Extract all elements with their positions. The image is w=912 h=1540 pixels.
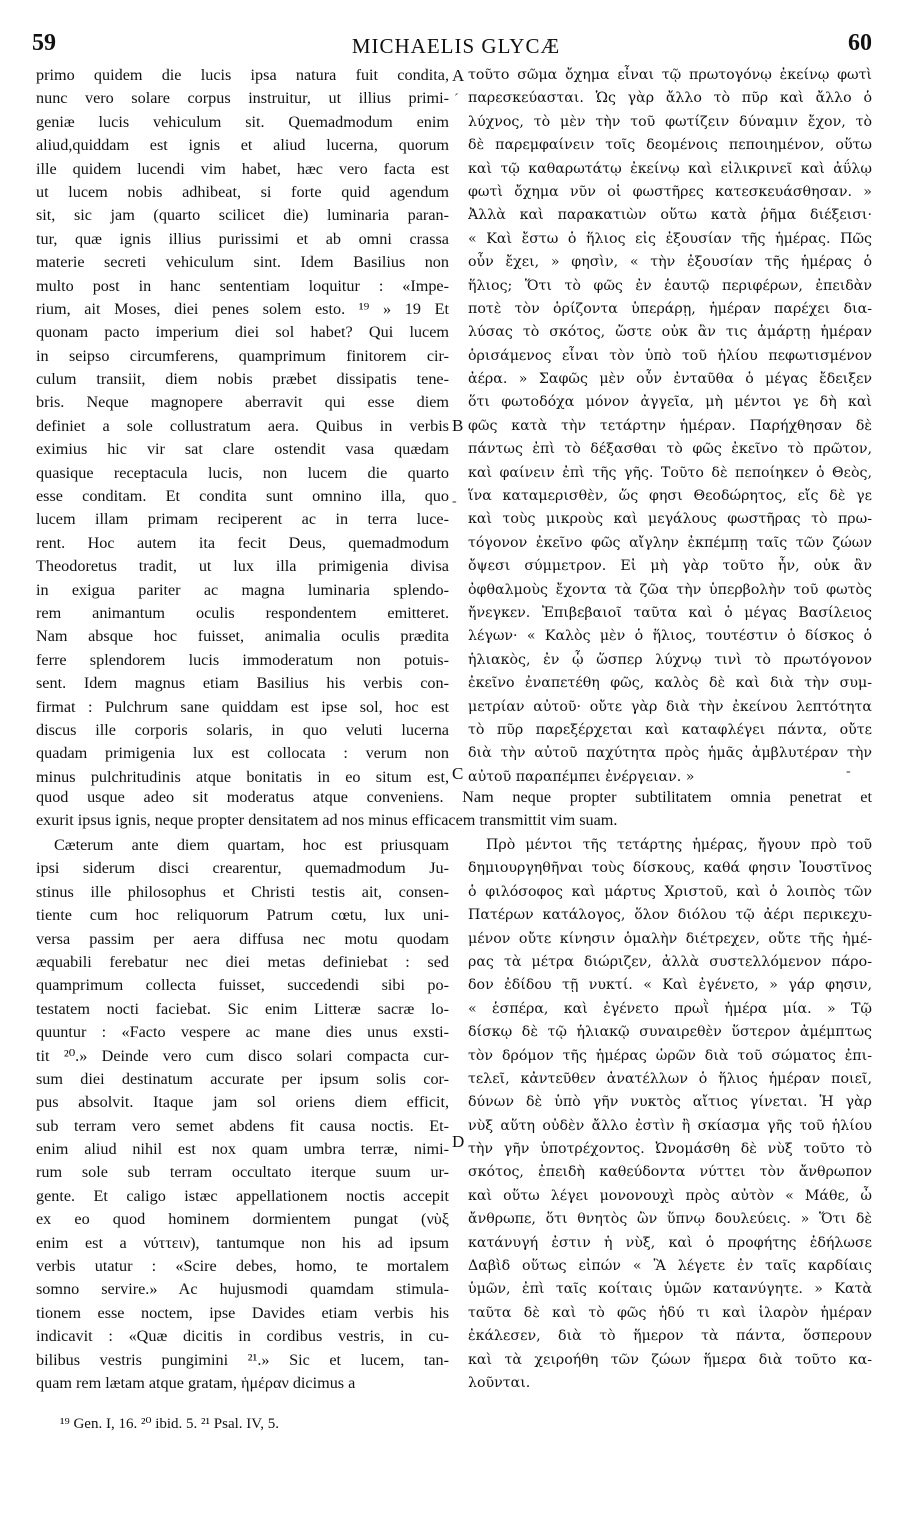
text-line: καὶ τὰ χειροήθη τῶν ζώων ἥμερα διὰ τοῦτο κα-: [468, 1351, 872, 1368]
text-line: indicavit : «Quæ dicitis in cordibus vestris, in cu-: [36, 1327, 449, 1346]
text-line: ταῦτα δὲ καὶ τὸ φῶς ἡδύ τι καὶ ἱλαρὸν ἡμέραν: [468, 1304, 872, 1321]
text-line: τοῦτο σῶμα ὄχημα εἶναι τῷ πρωτογόνῳ ἐκείνῳ φωτὶ: [468, 67, 872, 83]
text-line: enim est a νύττειν), tantumque non his ad ipsum: [36, 1233, 449, 1252]
text-line: ὄψεσι σύμμετρον. Εἰ μὴ γὰρ τοῦτο ἦν, οὐκ ἂν: [468, 558, 872, 575]
text-line: ille quidem lucendi vim habet, hæc vero facta est: [36, 159, 449, 178]
text-line: quamprimum collecta fuisset, succedendi sibi po-: [36, 976, 449, 995]
text-line: esse conditam. Et condita sunt omnino illa, quo: [36, 487, 449, 506]
text-line: enim aliud nihil est nox quam umbra terræ, nimi-: [36, 1140, 449, 1159]
text-line: aliud,quiddam est ignis et aliud lucerna, quorum: [36, 136, 449, 155]
text-line: Theodoretus tradit, ut lux illa primigenia divisa: [36, 557, 449, 576]
text-line: Δαβὶδ οὕτως εἰπών « Ἃ λέγετε ἐν ταῖς καρδίαις: [468, 1258, 872, 1275]
text-line: nunc vero solare corpus instruitur, ut illius primi-: [36, 89, 449, 108]
text-line: lucem illam primam reciperent ac in terra luce-: [36, 510, 449, 529]
text-line: stinus ille philosophus et Christi testis ait, consen-: [36, 882, 449, 901]
text-line: rent. Hoc autem ita fecit Deus, quemadmodum: [36, 533, 449, 552]
text-line: quonam pacto imperium diei sol habet? Qui lucem: [36, 323, 449, 342]
margin-tick: -: [846, 764, 851, 779]
text-line: bris. Neque magnopere aberravit qui esse diem: [36, 393, 449, 412]
text-line: versa passim per aera diffusa nec motu quodam: [36, 929, 449, 948]
text-line: tionem esse noctem, ipse Davides etiam verbis his: [36, 1303, 449, 1322]
text-line: ὀφθαλμοὺς ἔχοντα τὰ ζῶα τὴν ὑπερβολὴν τοῦ φωτὸς: [468, 581, 872, 598]
text-line: « ἑσπέρα, καὶ ἐγένετο πρωῒ ἡμέρα μία. » Τῷ: [468, 1000, 872, 1017]
text-line: in seipso circumferens, quamprimum finitorem cir-: [36, 346, 449, 365]
text-line: καὶ τοὺς μικροὺς καὶ μεγάλους φωστῆρας τὸ πρω-: [468, 511, 872, 528]
running-title: MICHAELIS GLYCÆ: [351, 34, 561, 58]
margin-marker-d: D: [452, 1132, 465, 1151]
text-line: πάντως ἐπὶ τὸ δέξασθαι τὸ φῶς ἐκεῖνο τὸ πρῶτον,: [468, 441, 872, 458]
text-line: culum transiit, diem nobis præbet dissipatis tene-: [36, 370, 449, 389]
text-line: materie secreti vehiculum sint. Idem Basilius non: [36, 253, 449, 272]
text-line: σκότος, ἐπειδὴ καθεύδοντα νύττει τὸν ἄνθρωπον: [468, 1164, 872, 1181]
text-line: καὶ τῷ καθαρωτάτῳ ἐκείνῳ καὶ εἰλικρινεῖ καὶ ἀΰλῳ: [468, 160, 872, 177]
text-line: sit, sic jam (quarto scilicet die) luminaria paran-: [36, 206, 449, 225]
text-line: geniæ lucis vehiculum sit. Quemadmodum enim: [36, 112, 449, 131]
text-line: δίσκῳ δὲ τῷ ἡλιακῷ συναιρεθὲν ὕστερον ἀμέμπτως: [468, 1024, 872, 1041]
text-line: ἥλιος; Ὅτι τὸ φῶς ἐν ἑαυτῷ περιφέρων, ἐπειδὰν: [468, 277, 872, 294]
text-line: eximius hic vir sat clare ostendit vasa quædam: [36, 440, 449, 459]
text-line: primo quidem die lucis ipsa natura fuit condita,: [36, 66, 449, 84]
latin-column-top: [36, 64, 449, 789]
text-line: αὐτοῦ παραπέμπει ἐνέργειαν. »: [468, 768, 695, 785]
text-line: ἡλιακὸς, ἐν ᾧ ὥσπερ λύχνῳ τινὶ τὸ πρωτόγονον: [468, 651, 872, 668]
text-line: pus absolvit. Itaque jam sol oriens diem efficit,: [36, 1093, 449, 1112]
text-line: ὅτι φωτοδόχα μόνον ἀγγεῖα, μὴ μέντοι γε δὴ καὶ: [468, 394, 872, 411]
text-line: μένον οὔτε κίνησιν ὁμαλὴν διέτρεχεν, οὔτε τῆς ἡμέ-: [468, 930, 872, 947]
text-line: ἐκεῖνο ἐναπετέθη φῶς, καλὸς δὲ καὶ διὰ τὴν συμ-: [468, 675, 872, 692]
text-line: Πατέρων κατάλογος, ὅλον διόλου τῷ ἀέρι περικεχυ-: [468, 907, 872, 924]
text-line: τὴν γῆν ὑποτρέχοντος. Ὠνομάσθη δὲ νὺξ τοῦτο τὸ: [468, 1141, 872, 1158]
text-line: λοῦνται.: [468, 1374, 531, 1391]
text-line: ex eo quod hominem dormientem pungat (νὺξ: [36, 1210, 449, 1229]
page-number-right: 60: [848, 30, 872, 56]
text-line: τελεῖ, κἀντεῦθεν ἀνατέλλων ὁ ἥλιος ἡμέραν ποιεῖ,: [468, 1070, 872, 1087]
text-line: quod usque adeo sit moderatus atque conveniens. Nam neque propter subtilitatem omnia penetrat et: [36, 788, 872, 806]
text-line: rem animantum oculis respondentem emitteret.: [36, 603, 449, 622]
text-line: « Καὶ ἔστω ὁ ἥλιος εἰς ἐξουσίαν τῆς ἡμέρας. Πῶς: [468, 230, 872, 247]
full-width-latin-lines: [36, 786, 872, 833]
text-line: somno servire.» Ac hujusmodi quamdam stimula-: [36, 1280, 449, 1299]
text-line: sum diei destinatum accurate per ipsum solis cor-: [36, 1069, 449, 1088]
margin-tick: -: [452, 494, 457, 509]
text-line: ὁ φιλόσοφος καὶ μάρτυς Χριστοῦ, καὶ ὁ λοιπὸς τῶν: [468, 883, 872, 900]
greek-column-top: [468, 64, 872, 789]
text-line: ρας τὰ μέτρα διώριζεν, ἀλλὰ συστελλόμενον πάρο-: [468, 953, 872, 970]
text-line: ferre splendorem lucis immoderatum non potuis-: [36, 650, 449, 669]
page-header: [0, 30, 912, 66]
text-line: μετρίαν αὐτοῦ· οὔτε γὰρ διὰ τὴν ἐκείνου λεπτότητα: [468, 698, 872, 715]
text-line: φῶς κατὰ τὴν τετάρτην ἡμέραν. Παρήχθησαν δὲ: [468, 417, 872, 434]
text-line: tiente cum hoc reliquorum Patrum cœtu, lux uni-: [36, 906, 449, 925]
text-line: οὖν ἔχει, » φησὶν, « τὴν ἐξουσίαν τῆς ἡμέρας ὁ: [468, 254, 872, 271]
text-line: καὶ φαίνειν ἐπὶ τῆς γῆς. Τοῦτο δὲ πεποίηκεν ὁ Θεὸς,: [468, 464, 872, 481]
text-line: bilibus vestris pungimini ²¹.» Sic et lucem, tan-: [36, 1350, 449, 1369]
text-line: quuntur : «Facto vespere ac mane dies unus exsti-: [36, 1023, 449, 1042]
text-line: sub terram vero semet abdens fit causa noctis. Et-: [36, 1116, 449, 1135]
text-line: ἵνα καταμερισθὲν, ὥς φησι Θεοδώρητος, εἴς δὲ γε: [468, 488, 872, 505]
margin-marker-c: C: [452, 764, 464, 783]
text-line: ποτὲ τὸν ὁρίζοντα ὑπεράρῃ, ἡμέραν παρέχει δια-: [468, 300, 872, 317]
text-line: παρεσκεύασται. Ὡς γὰρ ἄλλο τὸ πῦρ καὶ ἄλλο ὁ: [468, 90, 872, 107]
text-line: verbis utatur : «Scire debes, homo, te mortalem: [36, 1257, 449, 1276]
text-line: Cæterum ante diem quartam, hoc est priusquam: [54, 836, 449, 854]
text-line: rum sole sub terram occultato iterque suum ur-: [36, 1163, 449, 1182]
text-line: δημιουργηθῆναι τοὺς δίσκους, καθά φησιν Ἰουστῖνος: [468, 860, 872, 877]
text-line: testatem nocti faciebat. Sic enim Litteræ sacræ lo-: [36, 999, 449, 1018]
text-line: λύχνος, τὸ μὲν τὴν τοῦ φωτίζειν δύναμιν ἔχον, τὸ: [468, 113, 872, 130]
text-line: κατάνυγή ἐστιν ἡ νὺξ, καὶ ὁ προφήτης ἐδήλωσε: [468, 1234, 872, 1251]
text-line: tit ²⁰.» Deinde vero cum disco solari compacta cur-: [36, 1046, 449, 1065]
text-line: sent. Idem magnus etiam Basilius his verbis con-: [36, 674, 449, 693]
footnotes: ¹⁹ Gen. I, 16. ²⁰ ibid. 5. ²¹ Psal. IV, 5.: [60, 1416, 279, 1432]
greek-column-bottom: [468, 834, 872, 1395]
text-line: tur, quæ ignis illius purissimi et ab omni crassa: [36, 229, 449, 248]
text-line: gente. Et caligo istæc appellationem noctis accepit: [36, 1186, 449, 1205]
text-line: exurit ipsus ignis, neque propter densitatem ad nos minus efficacem transmittit vim suam.: [36, 811, 618, 830]
text-line: multo post in hanc sententiam loquitur : «Impe-: [36, 276, 449, 295]
page-number-left: 59: [32, 30, 56, 56]
text-line: δύνων δὲ ὑπὸ γῆν νυκτὸς αἴτιος γίνεται. Ἡ γὰρ: [468, 1094, 872, 1111]
text-line: ἄνθρωπε, ὅτι θνητὸς ὢν ὕπνῳ δουλεύεις. » Ὅτι δὲ: [468, 1211, 872, 1228]
text-line: discus ille corporis solaris, in quo veluti lucerna: [36, 720, 449, 739]
text-line: δον ἐδίδου τῇ νυκτί. « Καὶ ἐγένετο, » γάρ φησιν,: [468, 977, 872, 994]
text-line: καὶ οὕτω λέγει μονονουχὶ πρὸς αὐτὸν « Μάθε, ὦ: [468, 1187, 872, 1204]
text-line: ὁρισάμενος εἶναι τὸν ὑπὸ τοῦ ἡλίου πεφωτισμένον: [468, 347, 872, 364]
text-line: τὸ πῦρ παρεξέρχεται καὶ καταφλέγει πάντα, οὔτε: [468, 721, 872, 738]
latin-column-bottom: [36, 834, 449, 1395]
text-line: δὲ παρεμφαίνειν τοῖς δεομένοις πεποιημένον, οὕτω: [468, 137, 872, 154]
text-line: νὺξ αὕτη οὐδὲν ἄλλο ἐστὶν ἢ σκίασμα γῆς τοῦ ἡλίου: [468, 1117, 872, 1134]
text-line: Nam absque hoc fuisset, animalia oculis prædita: [36, 627, 449, 646]
text-line: quadam primigenia lux est collocata : verum non: [36, 744, 449, 763]
text-line: rium, ait Moses, diei penes solem esto. ¹⁹ » 19 Et: [36, 299, 449, 318]
text-line: ἐκάλεσεν, διὰ τὸ ἥμερον τὰ πάντα, ὅσπερουν: [468, 1328, 872, 1345]
text-line: λύσας τὸ σκότος, ὥστε οὐκ ἂν τις ἁμάρτῃ ἡμέραν: [468, 324, 872, 341]
margin-marker-b: B: [452, 416, 464, 435]
text-line: æquabili ferebatur nec diei metas definiebat : sed: [36, 952, 449, 971]
text-line: ut lucem nobis adhibeat, si forte quid agendum: [36, 182, 449, 201]
text-line: ἤνεγκεν. Ἐπιβεβαιοῖ ταῦτα καὶ ὁ μέγας Βασίλειος: [468, 604, 872, 621]
text-line: τόγονον ἐκεῖνο φῶς αἴγλην ἐκπέμπῃ ταῖς τῶν ζώων: [468, 534, 872, 551]
text-line: firmat : Pulchrum sane quiddam est ipse sol, hoc est: [36, 697, 449, 716]
text-line: Ἀλλὰ καὶ παρακατιὼν οὕτω κατὰ ῥῆμα διέξεισι·: [468, 207, 872, 224]
text-line: in exigua pariter ac magna luminaria splendo-: [36, 580, 449, 599]
margin-tick: ´: [454, 92, 459, 107]
text-line: ipsi siderum disci crearentur, quemadmodum Ju-: [36, 859, 449, 878]
text-line: φωτὶ ὄχημα νῦν οἱ φωστῆρες κατεσκευάσθησαν. »: [468, 183, 872, 200]
text-line: minus pulchritudinis atque bonitatis in eo situm est,: [36, 767, 449, 786]
text-line: definiet a sole collustratum aera. Quibus in verbis: [36, 416, 449, 435]
text-line: ὑμῶν, ἐπὶ ταῖς κοίταις ὑμῶν κατανύγητε. » Κατὰ: [468, 1281, 872, 1298]
text-line: quam rem lætam atque gratam, ἡμέραν dicimus a: [36, 1373, 356, 1392]
text-line: Πρὸ μέντοι τῆς τετάρτης ἡμέρας, ἤγουν πρὸ τοῦ: [486, 837, 872, 853]
text-line: διὰ τὴν αὐτοῦ παχύτητα πρὸς ἡμᾶς ἀμβλυτέραν τὴν: [468, 745, 872, 762]
text-line: τὸν δρόμον τῆς ἡμέρας ὡρῶν διὰ τοῦ σώματος ἐπι-: [468, 1047, 872, 1064]
text-line: ἀέρα. » Σαφῶς μὲν οὖν ἐνταῦθα ὁ μέγας ἔδειξεν: [468, 371, 872, 388]
text-line: quasique receptacula lucis, non lucem die quarto: [36, 463, 449, 482]
text-line: λέγων· « Καλὸς μὲν ὁ ἥλιος, τουτέστιν ὁ δίσκος ὁ: [468, 628, 872, 645]
margin-marker-a: A: [452, 66, 465, 85]
